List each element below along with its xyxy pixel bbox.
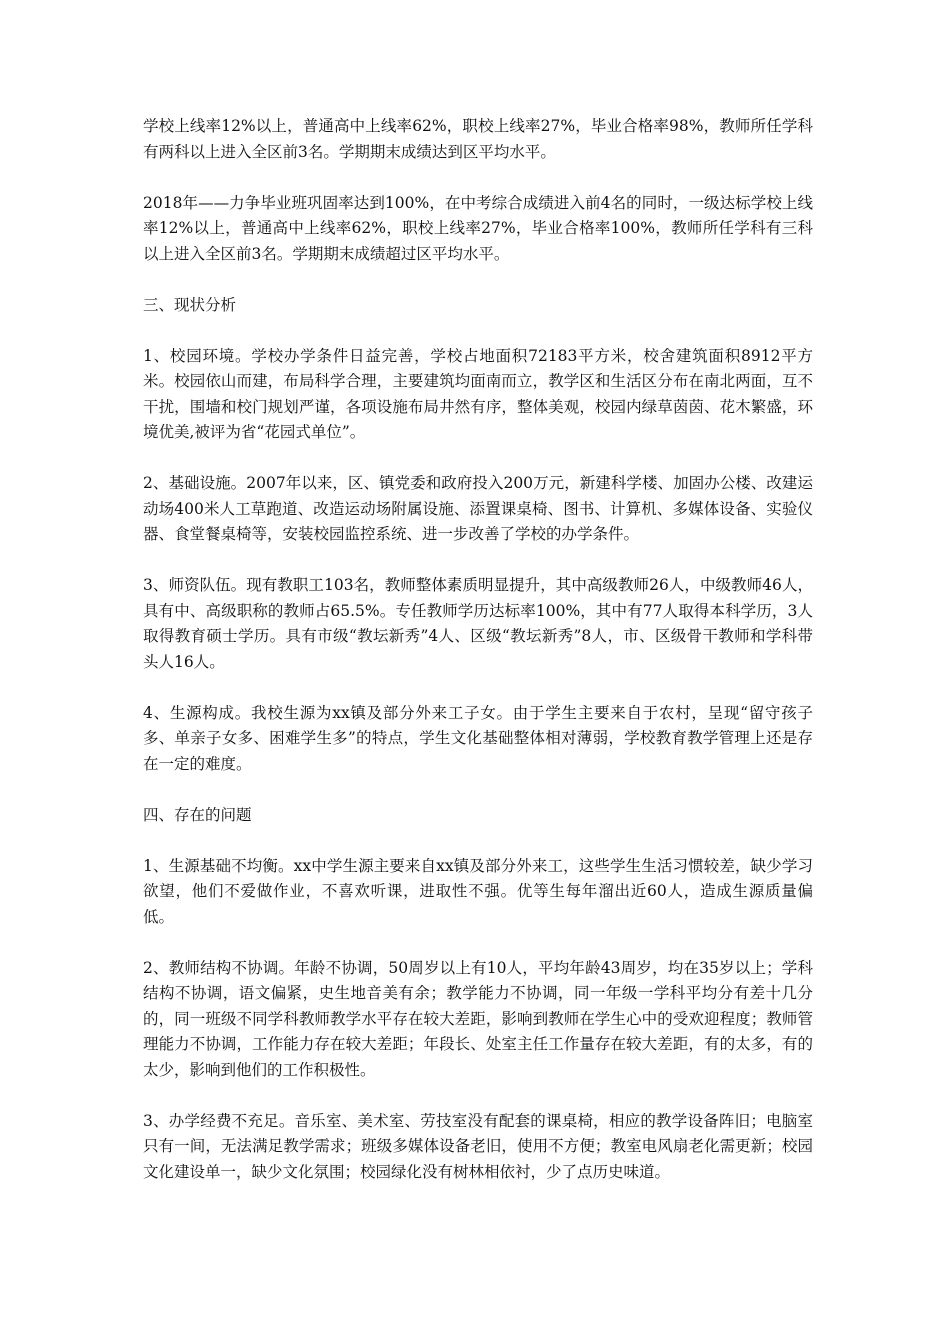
paragraph-problem-funding: 3、办学经费不充足。音乐室、美术室、劳技室没有配套的课桌椅，相应的教学设备阵旧；电脑室只有一间，无法满足教学需求；班级多媒体设备老旧，使用不方便；教室电风扇老化需更新；校园文化建设单一，缺少文化氛围；校园绿化没有树林相依衬，少了点历史味道。 [143,1111,813,1181]
paragraph-infrastructure: 2、基础设施。2007年以来，区、镇党委和政府投入200万元，新建科学楼、加固办公楼、改建运动场400米人工草跑道、改造运动场附属设施、添置课桌椅、图书、计算机、多媒体设备、实验仪器、食堂餐桌椅等，安装校园监控系统、进一步改善了学校的办学条件。 [143,474,813,543]
paragraph-problem-teacher-structure: 2、教师结构不协调。年龄不协调，50周岁以上有10人，平均年龄43周岁，均在35岁以上；学科结构不协调，语文偏紧，史生地音美有余；教学能力不协调，同一年级一学科平均分有差十几分的，同一班级不同学科教师教学水平存在较大差距，影响到教师在学生心中的受欢迎程度；教师管理能力不协调，工作能力存在较大差距；年段长、处室主任工作量存在较大差距，有的太多，有的太少，影响到他们的工作积极性。 [143,958,813,1079]
paragraph-goals-2018: 2018年——力争毕业班巩固率达到100%，在中考综合成绩进入前4名的同时，一级达标学校上线率12%以上，普通高中上线率62%，职校上线率27%，毕业合格率100%，教师所任学科有三科以上进入全区前3名。学期期末成绩超过区平均水平。 [143,193,813,263]
paragraph-student-sources: 4、生源构成。我校生源为xx镇及部分外来工子女。由于学生主要来自于农村，呈现“留守孩子多、单亲子女多、困难学生多”的特点，学生文化基础整体相对薄弱，学校教育教学管理上还是存在一定的难度。 [143,703,813,773]
section-heading-status-analysis: 三、现状分析 [143,295,237,314]
section-heading-existing-problems: 四、存在的问题 [143,805,252,824]
paragraph-goals-2017: 学校上线率12%以上，普通高中上线率62%，职校上线率27%，毕业合格率98%，教师所任学科有两科以上进入全区前3名。学期期末成绩达到区平均水平。 [143,117,813,161]
paragraph-teaching-staff: 3、师资队伍。现有教职工103名，教师整体素质明显提升，其中高级教师26人，中级教师46人，具有中、高级职称的教师占65.5%。专任教师学历达标率100%，其中有77人取得本科学历，3人取得教育硕士学历。具有市级“教坛新秀”4人、区级“教坛新秀”8人，市、区级骨干教师和学科带头人16人。 [143,576,813,671]
paragraph-campus-environment: 1、校园环境。学校办学条件日益完善，学校占地面积72183平方米，校舍建筑面积8912平方米。校园依山而建，布局科学合理，主要建筑均面南而立，教学区和生活区分布在南北两面，互不干扰，围墙和校门规划严谨，各项设施布局井然有序，整体美观，校园内绿草茵茵、花木繁盛，环境优美,被评为省“花园式单位”。 [143,346,813,441]
paragraph-problem-student-base: 1、生源基础不均衡。xx中学生源主要来自xx镇及部分外来工，这些学生生活习惯较差，缺少学习欲望，他们不爱做作业，不喜欢听课，进取性不强。优等生每年溜出近60人，造成生源质量偏低。 [143,856,813,926]
document-body [143,114,813,1211]
